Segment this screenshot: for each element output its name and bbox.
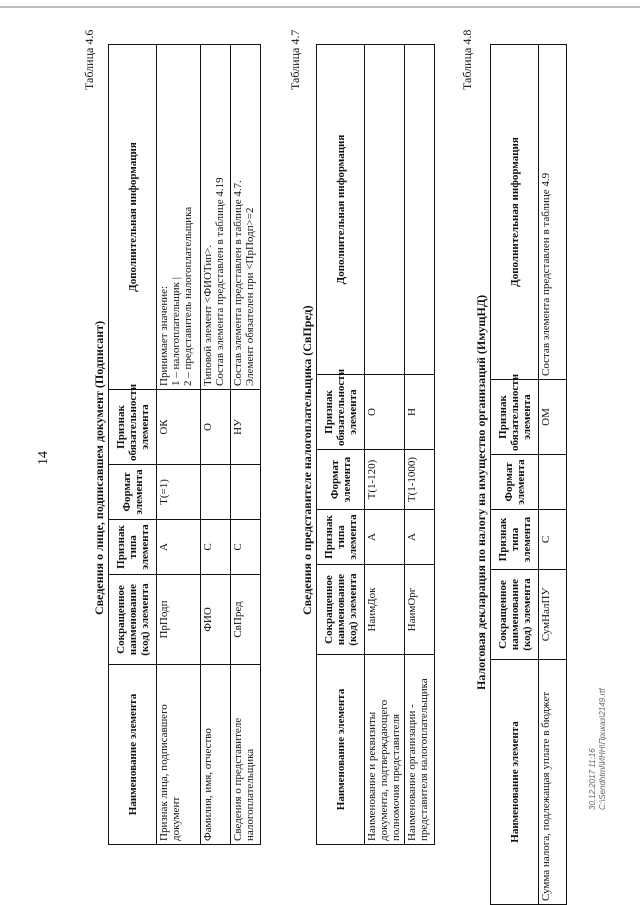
cell-format: Т(1-1000) bbox=[405, 450, 435, 510]
cell-type: С bbox=[231, 520, 261, 575]
header-cell: Признак типа элемента bbox=[109, 520, 157, 575]
cell-name: Признак лица, подписавшего документ bbox=[157, 665, 201, 845]
header-cell: Признак обязательности элемента bbox=[317, 375, 365, 450]
header-cell: Признак обязательности элемента bbox=[109, 390, 157, 465]
header-cell: Дополнительная информация bbox=[109, 45, 157, 390]
table-4-6 bbox=[108, 44, 261, 845]
cell-format: Т(=1) bbox=[157, 465, 201, 520]
table-row bbox=[539, 45, 567, 905]
table-header-row bbox=[317, 45, 365, 845]
cell-name: Фамилия, имя, отчество bbox=[201, 665, 231, 845]
info-line: Состав элемента представлен в таблице 4.9 bbox=[540, 172, 552, 376]
cell-code: ПрПодп bbox=[157, 575, 201, 665]
cell-code: НаимДок bbox=[365, 565, 405, 655]
header-cell: Формат элемента bbox=[491, 455, 539, 510]
header-cell: Наименование элемента bbox=[491, 660, 539, 905]
info-line: Элемент обязателен при <ПрПодп>=2 bbox=[244, 207, 256, 386]
header-cell: Дополнительная информация bbox=[317, 45, 365, 375]
header-cell: Формат элемента bbox=[109, 465, 157, 520]
cell-info bbox=[231, 45, 261, 390]
cell-type: А bbox=[405, 510, 435, 565]
cell-code: НаимОрг bbox=[405, 565, 435, 655]
cell-type: А bbox=[365, 510, 405, 565]
table-4-8-title: Налоговая декларация по налогу на имущество организаций (ИмущНД) bbox=[474, 294, 488, 690]
header-cell: Сокращенное наименование (код) элемента bbox=[109, 575, 157, 665]
header-cell: Наименование элемента bbox=[317, 655, 365, 845]
cell-required: ОК bbox=[157, 390, 201, 465]
header-cell: Дополнительная информация bbox=[491, 45, 539, 380]
cell-info bbox=[365, 45, 405, 375]
cell-name: Сумма налога, подлежащая уплате в бюджет bbox=[539, 660, 567, 905]
info-line: Типовой элемент <ФИОТип>. bbox=[202, 244, 214, 386]
cell-type: С bbox=[201, 520, 231, 575]
cell-code: СумНалПУ bbox=[539, 570, 567, 660]
table-header-row bbox=[109, 45, 157, 845]
cell-code: СвПред bbox=[231, 575, 261, 665]
header-cell: Признак типа элемента bbox=[491, 510, 539, 570]
table-row bbox=[231, 45, 261, 845]
header-cell: Признак обязательности элемента bbox=[491, 380, 539, 455]
info-line: Состав элемента представлен в таблице 4.19 bbox=[214, 177, 226, 386]
cell-format bbox=[231, 465, 261, 520]
info-line: Состав элемента представлен в таблице 4.7. bbox=[232, 180, 244, 386]
table-row bbox=[157, 45, 201, 845]
file-stamp bbox=[588, 688, 608, 810]
table-row bbox=[365, 45, 405, 845]
page-number: 14 bbox=[36, 451, 51, 465]
table-header-row bbox=[491, 45, 539, 905]
cell-info bbox=[405, 45, 435, 375]
cell-required: ОМ bbox=[539, 380, 567, 455]
table-row bbox=[201, 45, 231, 845]
header-cell: Сокращенное наименование (код) элемента bbox=[491, 570, 539, 660]
cell-required: НУ bbox=[231, 390, 261, 465]
stamp-line: C:\Sendhtml\ИНН\Приказ\2149.rtf bbox=[598, 688, 607, 810]
cell-format bbox=[201, 465, 231, 520]
cell-name: Сведения о представителе налогоплательщика bbox=[231, 665, 261, 845]
stamp-line: 30.12.2017 11:16 bbox=[588, 748, 597, 810]
cell-format: Т(1-120) bbox=[365, 450, 405, 510]
header-cell: Признак типа элемента bbox=[317, 510, 365, 565]
table-4-6-caption: Таблица 4.6 bbox=[82, 29, 96, 90]
table-4-6-title: Сведения о лице, подписавшем документ (Подписант) bbox=[92, 320, 106, 615]
header-cell: Сокращенное наименование (код) элемента bbox=[317, 565, 365, 655]
cell-code: ФИО bbox=[201, 575, 231, 665]
cell-info bbox=[157, 45, 201, 390]
table-row bbox=[405, 45, 435, 845]
scan-edge bbox=[0, 6, 640, 8]
cell-name: Наименование и реквизиты документа, подтверждающего полномочия представителя bbox=[365, 655, 405, 845]
cell-name: Наименование организации - представителя налогоплательщика bbox=[405, 655, 435, 845]
cell-required: О bbox=[365, 375, 405, 450]
cell-info bbox=[539, 45, 567, 380]
cell-format bbox=[539, 455, 567, 510]
cell-type: С bbox=[539, 510, 567, 570]
cell-required: О bbox=[201, 390, 231, 465]
cell-required: Н bbox=[405, 375, 435, 450]
cell-type: А bbox=[157, 520, 201, 575]
header-cell: Формат элемента bbox=[317, 450, 365, 510]
info-line: 2 – представитель налогоплательщика bbox=[182, 206, 194, 386]
info-line: 1 – налогоплательщик | bbox=[170, 277, 182, 386]
table-4-7-title: Сведения о представителе налогоплательщика (СвПред) bbox=[300, 305, 314, 615]
info-line: Принимает значение: bbox=[158, 285, 170, 386]
table-4-8 bbox=[490, 44, 567, 905]
table-4-7-caption: Таблица 4.7 bbox=[288, 29, 302, 90]
cell-info bbox=[201, 45, 231, 390]
header-cell: Наименование элемента bbox=[109, 665, 157, 845]
table-4-8-caption: Таблица 4.8 bbox=[460, 29, 474, 90]
table-4-7 bbox=[316, 44, 435, 845]
